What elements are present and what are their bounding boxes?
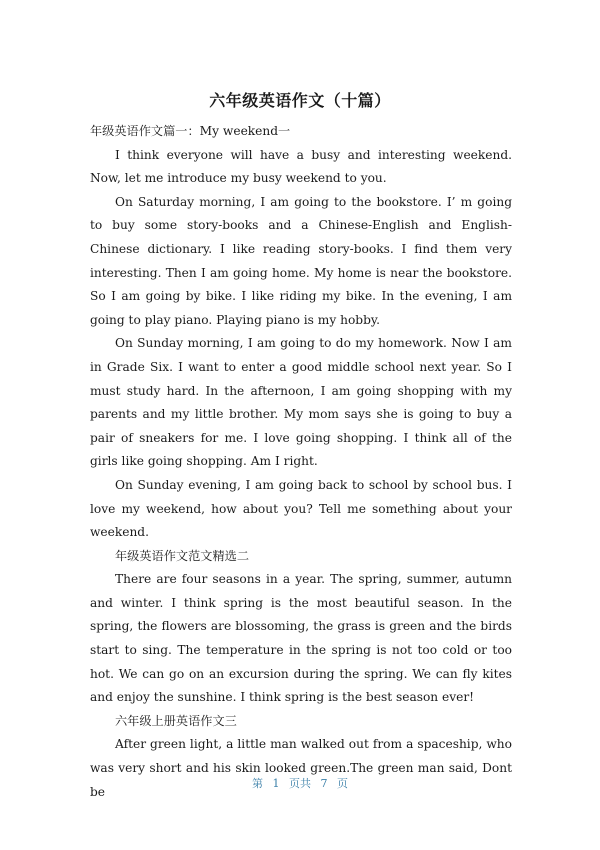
paragraph-2: On Saturday morning, I am going to the bookstore. I’ m going to buy some story-books and a Chinese-English and English-Chinese dictionary. I like reading story-books. I find them very interesting. Then I am going home. My home is near the bookstore. So I am going by bike. I like riding my bike. In the evening, I am going to play piano. Playing piano is my hobby. [90,194,512,327]
section-heading-1: 年级英语作文篇一：My weekend一 [90,124,291,138]
section-heading-3: 六年级上册英语作文三 [115,713,237,728]
document-title: 六年级英语作文（十篇） [209,91,391,110]
page-number-footer: 第 1 页共 7 页 [252,777,348,790]
paragraph-5: There are four seasons in a year. The spring, summer, autumn and winter. I think spring is the most beautiful season. In the spring, the flowers are blossoming, the grass is green and the birds start to sing. The temperature in the spring is not too cold or too hot. We can go on an excursion during the spring. We can fly kites and enjoy the sunshine. I think spring is the best season ever! [90,572,512,705]
paragraph-4: On Sunday evening, I am going back to school by school bus. I love my weekend, how about you? Tell me something about your weekend. [90,477,512,540]
section-heading-2: 年级英语作文范文精选二 [115,548,250,563]
paragraph-6: After green light, a little man walked out from a spaceship, who was very short and his skin looked green.The green man said, Dont be [90,737,512,799]
document-body [90,120,512,804]
paragraph-3: On Sunday morning, I am going to do my homework. Now I am in Grade Six. I want to enter a good middle school next year. So I must study hard. In the afternoon, I am going shopping with my parents and my little brother. My mom says she is going to buy a pair of sneakers for me. I love going shopping. I think all of the girls like going shopping. Am I right. [90,336,512,469]
paragraph-1: I think everyone will have a busy and interesting weekend. Now, let me introduce my busy weekend to you. [90,147,512,186]
